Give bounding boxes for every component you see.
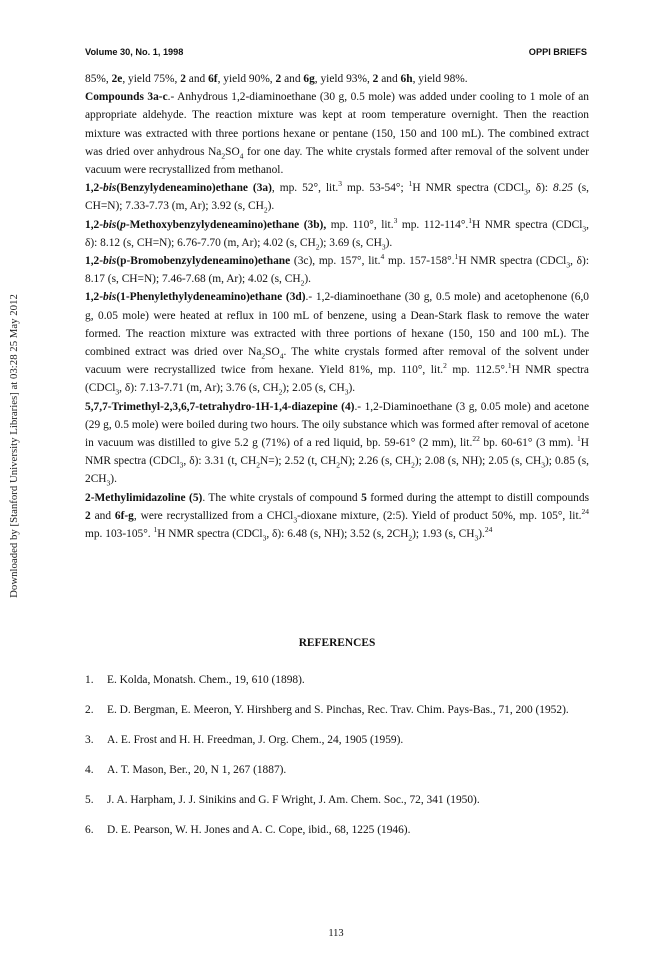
reference-item xyxy=(85,822,589,839)
reference-text: A. T. Mason, Ber., 20, N 1, 267 (1887). xyxy=(107,764,287,776)
reference-item xyxy=(85,732,589,749)
reference-item xyxy=(85,672,589,689)
paragraph: 1,2-bis(p-Methoxybenzylydeneamino)ethane (3b), mp. 110°, lit.$^3$ mp. 112-114°.$^1$H NMR spectra (CDCl$_3$, δ): 8.12 (s, CH=N); 6.76-7.70 (m, Ar); 4.02 (s, $CH_2$); 3.69 (s, $CH_3$). xyxy=(85,215,589,252)
reference-number: 4. xyxy=(85,764,94,776)
reference-item xyxy=(85,762,589,779)
paragraph: 85%, 2e, yield 75%, 2 and 6f, yield 90%, 2 and 6g, yield 93%, 2 and 6h, yield 98%. xyxy=(85,73,468,85)
article-body xyxy=(85,70,589,543)
paragraph: 5,7,7-Trimethyl-2,3,6,7-tetrahydro-1H-1,4-diazepine (4).- 1,2-Diaminoethane (3 g, 0.05 mole) and acetone (29 g, 0.5 mole) were boiled during two hours. The oily substance which was formed after removal of acetone in vacuum was distilled to give 5.2 g (71%) of a red liquid, bp. 59-61° (2 mm), lit.$^{22}$ bp. 60-61° (3 mm). $^1$H NMR spectra (CDCl$_3$, δ): 3.31 (t, $CH_2N=$); 2.52 (t, $CH_2N$); 2.26 (s, $CH_2$); 2.08 (s, NH); 2.05 (s, $CH_3$); 0.85 (s, $2CH_3$). xyxy=(85,400,589,488)
paragraph: Compounds 3a-c.- Anhydrous 1,2-diaminoethane (30 g, 0.5 mole) was added under cooling to 1 mole of an appropriate aldehyde. The reaction mixture was kept at room temperature overnight. Then the reaction mixture was extracted with three portions hexane or pentane (150, 150 and 100 mL). The combined extract was dried over anhydrous $Na_2SO_4$ for one day. The white crystals formed after removal of the solvent under vacuum were recrystallized from methanol. xyxy=(85,91,589,177)
reference-text: A. E. Frost and H. H. Freedman, J. Org. Chem., 24, 1905 (1959). xyxy=(107,734,404,746)
running-header xyxy=(85,47,587,57)
references-list xyxy=(85,672,589,852)
header-section: OPPI BRIEFS xyxy=(528,47,587,57)
paragraph: 1,2-bis(p-Bromobenzylydeneamino)ethane (3c), mp. 157°, lit.$^4$ mp. 157-158°.$^1$H NMR spectra (CDCl$_3$, δ): 8.17 (s, CH=N); 7.46-7.68 (m, Ar); 4.02 (s, $CH_2$). xyxy=(85,252,590,288)
reference-number: 5. xyxy=(85,794,94,806)
reference-item xyxy=(85,792,589,809)
reference-text: J. A. Harpham, J. J. Sinikins and G. F Wright, J. Am. Chem. Soc., 72, 341 (1950). xyxy=(107,794,480,806)
reference-number: 2. xyxy=(85,704,94,716)
reference-text: E. Kolda, Monatsh. Chem., 19, 610 (1898). xyxy=(107,674,305,686)
header-volume: Volume 30, No. 1, 1998 xyxy=(85,47,184,57)
reference-item xyxy=(85,702,589,719)
references-heading: REFERENCES xyxy=(298,637,376,649)
reference-text: E. D. Bergman, E. Meeron, Y. Hirshberg and S. Pinchas, Rec. Trav. Chim. Pays-Bas., 71, 200 (1952). xyxy=(107,704,569,716)
download-watermark xyxy=(4,226,24,666)
reference-number: 3. xyxy=(85,734,94,746)
paragraph: 1,2-bis(1-Phenylethylydeneamino)ethane (3d).- 1,2-diaminoethane (30 g, 0.5 mole) and acetophenone (6,0 g, 0.05 mole) were heated at reflux in 100 mL of benzene, using a Dean-Stark flask to remove the water formed. The reaction mixture was extracted with three portions of hexane (150, 150 and 100 mL). The combined extract was dried over $Na_2SO_4$. The white crystals formed after removal of the solvent under vacuum were recrystallized twice from hexane. Yield 81%, mp. 110°, lit.$^2$ mp. 112.5°.$^1$H NMR spectra (CDCl$_3$, δ): 7.13-7.71 (m, Ar); 3.76 (s, $CH_2$); 2.05 (s, $CH_3$). xyxy=(85,291,590,397)
paragraph: 1,2-bis(Benzylydeneamino)ethane (3a), mp. 52°, lit.$^3$ mp. 53-54°; $^1$H NMR spectra (CDCl$_3$, δ): 8.25 (s, CH=N); 7.33-7.73 (m, Ar); 3.92 (s, $CH_2$). xyxy=(85,179,590,215)
reference-number: 6. xyxy=(85,824,94,836)
reference-number: 1. xyxy=(85,674,94,686)
paragraph: 2-Methylimidazoline (5). The white crystals of compound 5 formed during the attempt to distill compounds 2 and 6f-g, were recrystallized from a CHCl$_3$-dioxane mixture, (2:5). Yield of product 50%, mp. 105°, lit.$^{24}$ mp. 103-105°. $^1$H NMR spectra (CDCl$_3$, δ): 6.48 (s, NH); 3.52 (s, $2CH_2$); 1.93 (s, $CH_3).^{24}$ xyxy=(85,491,589,543)
reference-text: D. E. Pearson, W. H. Jones and A. C. Cope, ibid., 68, 1225 (1946). xyxy=(107,824,411,836)
download-note: Downloaded by [Stanford University Libraries] at 03:28 25 May 2012 xyxy=(8,294,20,598)
page-number: 113 xyxy=(328,928,344,939)
